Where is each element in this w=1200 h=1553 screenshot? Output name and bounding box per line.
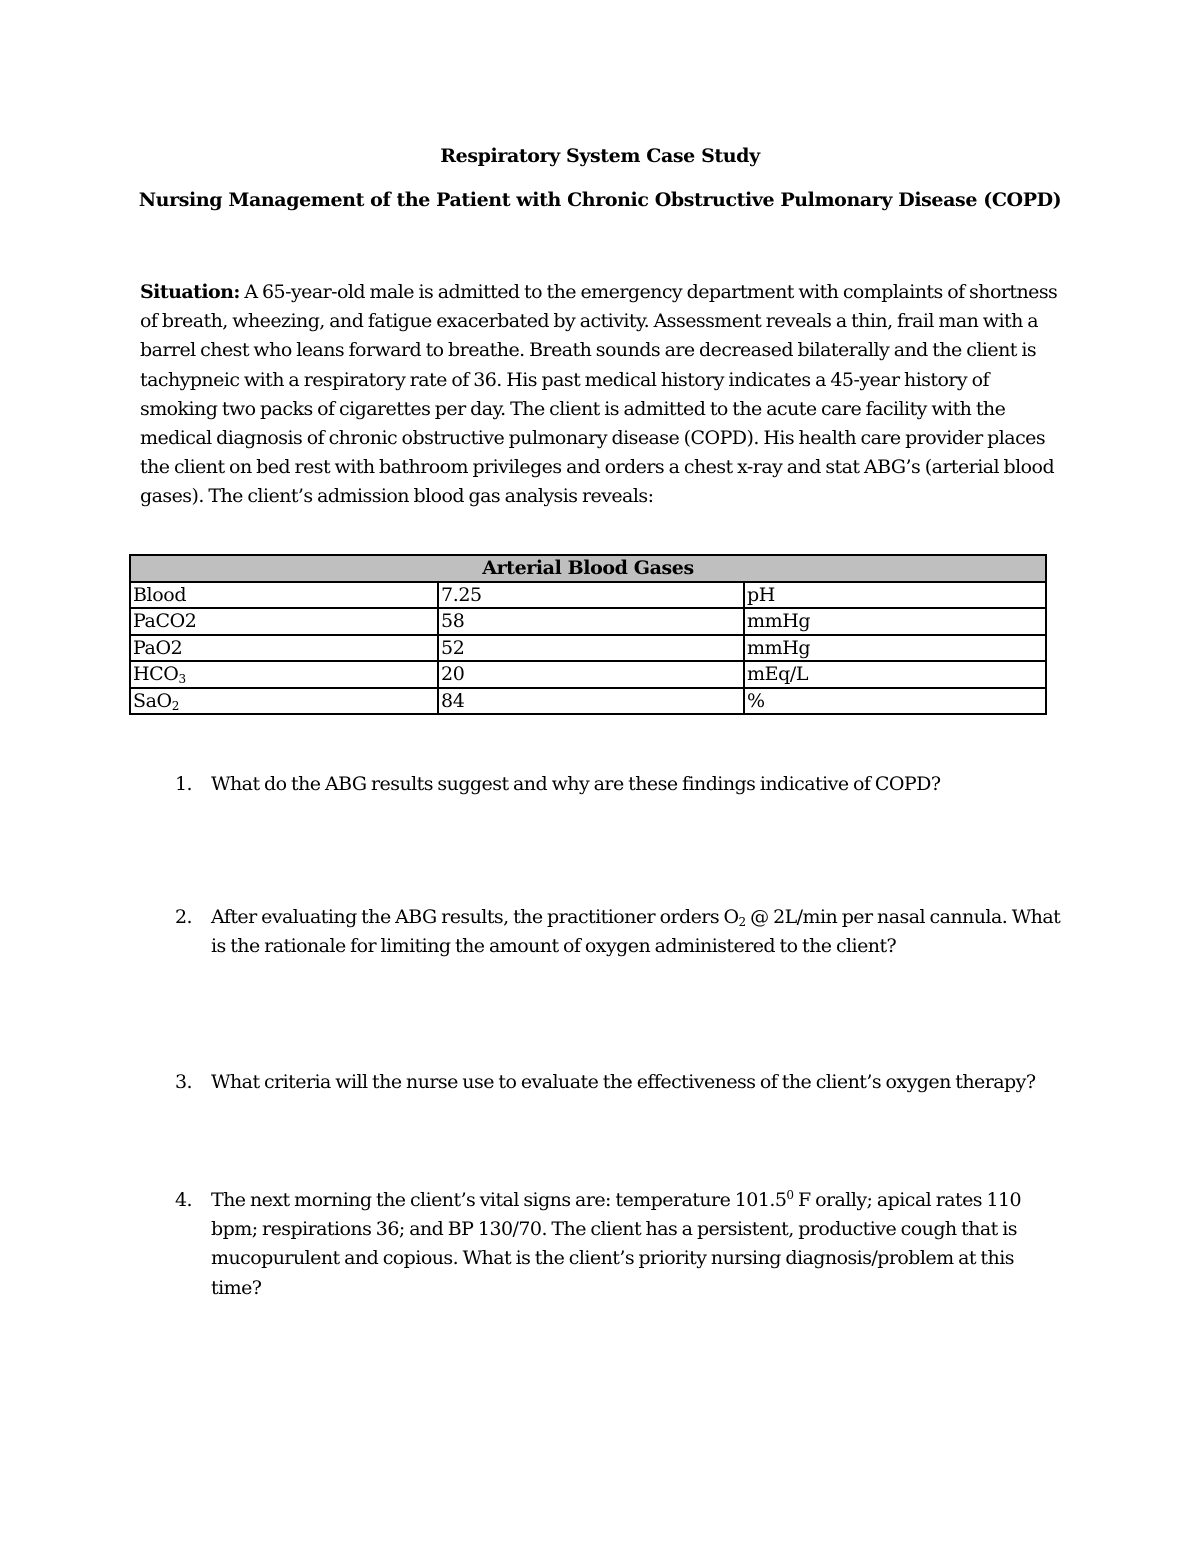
document-subtitle: Nursing Management of the Patient with Chronic Obstructive Pulmonary Disease (COPD) — [138, 189, 1062, 211]
situation-paragraph — [140, 278, 1060, 512]
question-text: After evaluating the ABG results, the practitioner orders $O_2$ @ 2L/min per nasal cannula. What is the rationale for limiting the amount of oxygen administered to the client? — [211, 906, 1061, 958]
abg-unit: mmHg — [744, 608, 1046, 635]
question-text: What do the ABG results suggest and why are these findings indicative of COPD? — [211, 773, 941, 795]
abg-table — [129, 554, 1047, 715]
table-row — [130, 582, 1046, 609]
question-number: 3. — [175, 1071, 193, 1093]
table-row — [130, 661, 1046, 688]
abg-value: 58 — [438, 608, 744, 635]
abg-param: PaO2 — [130, 635, 438, 662]
question-3 — [175, 1068, 1065, 1097]
abg-value: 52 — [438, 635, 744, 662]
abg-value: 20 — [438, 661, 744, 688]
abg-param: Blood — [130, 582, 438, 609]
table-row — [130, 608, 1046, 635]
question-4 — [175, 1186, 1065, 1303]
table-row — [130, 635, 1046, 662]
abg-value: 7.25 — [438, 582, 744, 609]
abg-value: 84 — [438, 688, 744, 715]
question-1 — [175, 770, 1065, 799]
table-row — [130, 688, 1046, 715]
abg-unit: % — [744, 688, 1046, 715]
situation-label: Situation: — [140, 281, 240, 303]
abg-param: PaCO2 — [130, 608, 438, 635]
abg-unit: pH — [744, 582, 1046, 609]
abg-header-row — [130, 555, 1046, 582]
question-number: 2. — [175, 906, 193, 928]
abg-unit: mmHg — [744, 635, 1046, 662]
question-text: The next morning the client’s vital signs are: temperature 101.5$^0$ F orally; apical rates 110 bpm; respirations 36; and BP 130/70. The client has a persistent, productive cough that is mucopurulent and copious. What is the client’s priority nursing diagnosis/problem at this time? — [211, 1188, 1022, 1299]
abg-param: SaO$_2$ — [130, 688, 438, 715]
question-number: 4. — [175, 1189, 193, 1211]
question-number: 1. — [175, 773, 193, 795]
document-title: Respiratory System Case Study — [440, 145, 760, 167]
situation-text: A 65-year-old male is admitted to the emergency department with complaints of shortness of breath, wheezing, and fatigue exacerbated by activity. Assessment reveals a thin, frail man with a barrel chest who leans forward to breathe. Breath sounds are decreased bilaterally and the client is tachypneic with a respiratory rate of 36. His past medical history indicates a 45-year history of smoking two packs of cigarettes per day. The client is admitted to the acute care facility with the medical diagnosis of chronic obstructive pulmonary disease (COPD). His health care provider places the client on bed rest with bathroom privileges and orders a chest x-ray and stat ABG’s (arterial blood gases). The client’s admission blood gas analysis reveals: — [140, 281, 1058, 508]
question-2 — [175, 903, 1065, 961]
abg-param: $HCO_3$ — [130, 661, 438, 688]
abg-table-header: Arterial Blood Gases — [130, 555, 1046, 582]
abg-unit: mEq/L — [744, 661, 1046, 688]
question-text: What criteria will the nurse use to evaluate the effectiveness of the client’s oxygen therapy? — [211, 1071, 1036, 1093]
